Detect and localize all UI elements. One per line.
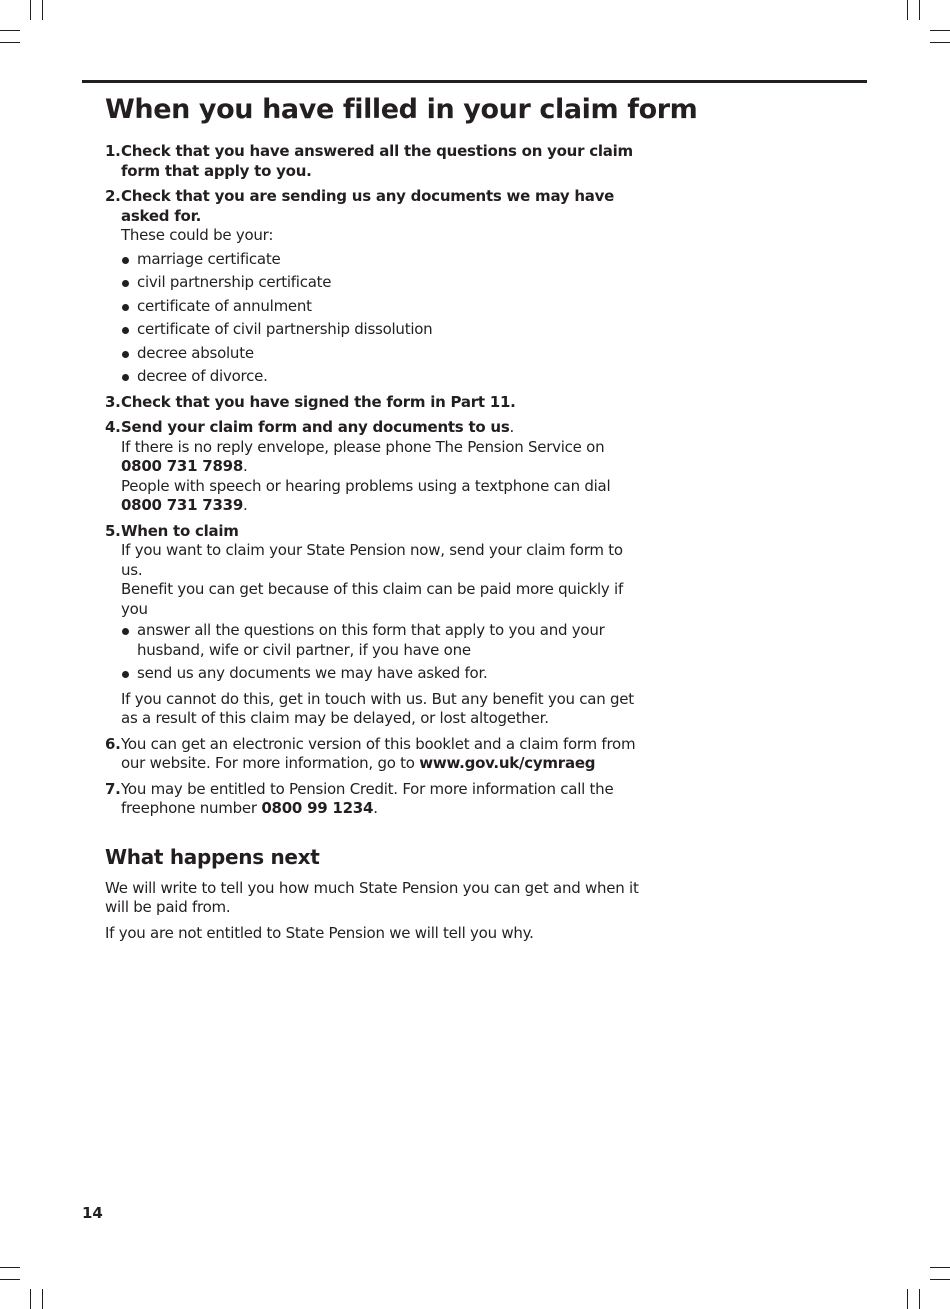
crop-mark [930,1267,950,1268]
crop-mark [919,0,920,20]
textphone-instruction: People with speech or hearing problems using a textphone can dial [121,476,611,495]
crop-mark [0,30,20,31]
section-heading: What happens next [105,844,320,869]
list-item: civil partnership certificate [121,273,645,293]
page-number: 14 [82,1204,103,1222]
paragraph: If you cannot do this, get in touch with us. But any benefit you can get as a result of this claim may be delayed, or lost altogether. [121,689,634,727]
crop-mark [907,0,908,20]
documents-list [121,250,645,387]
top-rule [82,80,867,83]
conditions-list [121,621,645,684]
textphone-number: 0800 731 7339 [121,496,244,514]
list-item: certificate of annulment [121,297,645,317]
crop-mark [930,1279,950,1280]
item-heading: Check that you have answered all the questions on your claim form that apply to you. [121,142,633,180]
checklist-item-3: 3. Check that you have signed the form in Part 11. [105,393,645,413]
crop-mark [930,30,950,31]
list-item: answer all the questions on this form that apply to you and your husband, wife or civil partner, if you have one [121,621,645,660]
checklist-item-2: 2. Check that you are sending us any documents we may have asked for. These could be your: marriage certificate civil partnership certificate certificate of annulment certificate of civil partnership dissolution decree absolute decree of divorce. [105,187,645,387]
list-item: decree of divorce. [121,367,645,387]
list-item: send us any documents we may have asked for. [121,664,645,684]
list-item: certificate of civil partnership dissolution [121,320,645,340]
crop-mark [919,1289,920,1309]
checklist-item-7: 7. You may be entitled to Pension Credit. For more information call the freephone number 0800 99 1234. [105,779,614,817]
paragraph: Benefit you can get because of this claim can be paid more quickly if you [121,580,623,618]
list-item: marriage certificate [121,250,645,270]
item-heading: Check that you are sending us any documents we may have asked for. [121,187,615,225]
checklist-item-4: 4. Send your claim form and any documents to us. If there is no reply envelope, please phone The Pension Service on 0800 731 7898. People with speech or hearing problems using a textphone can dial 0800 731 7339. [105,418,645,516]
pension-service-phone: 0800 731 7898 [121,457,244,475]
phone-instruction: If there is no reply envelope, please phone The Pension Service on [121,437,605,456]
paragraph: If you want to claim your State Pension now, send your claim form to us. [121,541,623,579]
crop-mark [907,1289,908,1309]
checklist-item-1: 1. Check that you have answered all the questions on your claim form that apply to you. [105,142,645,181]
paragraph: We will write to tell you how much State Pension you can get and when it will be paid from. [105,878,639,916]
paragraph: If you are not entitled to State Pension we will tell you why. [105,923,534,942]
list-item: decree absolute [121,344,645,364]
crop-mark [42,0,43,20]
crop-mark [0,1279,20,1280]
item-heading: Check that you have signed the form in Part 11. [121,392,516,411]
freephone-number: 0800 99 1234 [261,799,374,817]
crop-mark [0,42,20,43]
checklist-item-6: 6. You can get an electronic version of this booklet and a claim form from our website. For more information, go to www.gov.uk/cymraeg [105,734,636,772]
page-title: When you have filled in your claim form [105,94,698,125]
checklist-item-5: 5. When to claim If you want to claim your State Pension now, send your claim form to us. Benefit you can get because of this claim can be paid more quickly if you answer all the questions on this form that apply to you and your husband, wife or civil partner, if you have one send us any documents we may have asked for. If you cannot do this, get in touch with us. But any benefit you can get as a result of this claim may be delayed, or lost altogether. [105,522,645,729]
crop-mark [930,42,950,43]
item-heading: When to claim [121,521,239,540]
crop-mark [0,1267,20,1268]
crop-mark [42,1289,43,1309]
crop-mark [30,1289,31,1309]
website-link[interactable]: www.gov.uk/cymraeg [419,754,596,772]
checklist [105,142,645,949]
item-intro: These could be your: [121,226,274,244]
item-heading: Send your claim form and any documents to us [121,418,510,436]
crop-mark [30,0,31,20]
